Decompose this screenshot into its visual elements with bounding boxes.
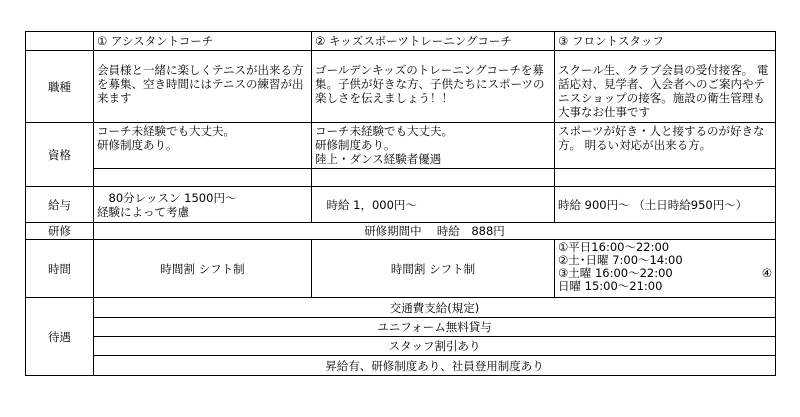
salary-front-staff: 時給 900円～ （土日時給950円～） xyxy=(555,187,776,223)
salary-row xyxy=(26,187,776,223)
hours-front-staff xyxy=(555,240,776,298)
qualification-assistant-coach: コーチ未経験でも大丈夫。 研修制度あり。 xyxy=(94,123,312,169)
qualification-kids-coach: コーチ未経験でも大丈夫。 研修制度あり。 陸上・ダンス経験者優遇 xyxy=(312,123,555,169)
salary-kids-coach: 時給 1，000円～ xyxy=(312,187,555,223)
job-listing-table xyxy=(25,31,776,376)
hours-front-staff-text: ①平日16:00～22:00 ②土･日曜 7:00～14:00 ③土曜 16:00～22:00 日曜 15:00～21:00 xyxy=(558,240,683,293)
row-label-benefits: 待遇 xyxy=(26,298,94,376)
qualification-spacer-row xyxy=(26,169,776,187)
duty-assistant-coach: 会員様と一緒に楽しくテニスが出来る方を募集、空き時間にはテニスの練習が出来ます xyxy=(94,51,312,123)
row-label-qualification: 資格 xyxy=(26,123,94,187)
column-header-front-staff: ③ フロントスタッフ xyxy=(555,32,776,51)
benefits-row xyxy=(26,318,776,337)
hours-row xyxy=(26,240,776,298)
header-row xyxy=(26,32,776,51)
training-row xyxy=(26,223,776,240)
qualification-spacer-cell xyxy=(94,169,312,187)
header-corner-cell xyxy=(26,32,94,51)
benefits-row xyxy=(26,298,776,318)
benefits-row xyxy=(26,356,776,376)
column-header-kids-coach: ② キッズスポーツトレーニングコーチ xyxy=(312,32,555,51)
qualification-spacer-cell xyxy=(555,169,776,187)
benefit-item: 交通費支給(規定) xyxy=(94,298,776,318)
salary-assistant-coach: 80分レッスン 1500円～ 経験によって考慮 xyxy=(94,187,312,223)
hours-assistant-coach: 時間割 シフト制 xyxy=(94,240,312,298)
duty-front-staff: スクール生、クラブ会員の受付接客。 電話応対、見学者、入会者へのご案内やテニスショップの接客。施設の衛生管理も大事なお仕事です xyxy=(555,51,776,123)
row-label-training: 研修 xyxy=(26,223,94,240)
benefit-item: スタッフ割引あり xyxy=(94,337,776,356)
column-header-assistant-coach: ① アシスタントコーチ xyxy=(94,32,312,51)
circled-number-marker: ④ xyxy=(761,266,772,280)
row-label-salary: 給与 xyxy=(26,187,94,223)
duty-kids-coach: ゴールデンキッズのトレーニングコーチを募集。子供が好きな方、子供たちにスポーツの楽しさを伝えましょう！！ xyxy=(312,51,555,123)
hours-kids-coach: 時間割 シフト制 xyxy=(312,240,555,298)
qualification-front-staff: スポーツが好き・人と接するのが好きな方。 明るい対応が出来る方。 xyxy=(555,123,776,169)
benefits-row xyxy=(26,337,776,356)
row-label-duty: 職種 xyxy=(26,51,94,123)
duty-row xyxy=(26,51,776,123)
qualification-spacer-cell xyxy=(312,169,555,187)
qualification-row xyxy=(26,123,776,169)
row-label-hours: 時間 xyxy=(26,240,94,298)
training-text: 研修期間中 時給 888円 xyxy=(94,223,776,240)
benefit-item: ユニフォーム無料貸与 xyxy=(94,318,776,337)
benefit-item: 昇給有、研修制度あり、社員登用制度あり xyxy=(94,356,776,376)
